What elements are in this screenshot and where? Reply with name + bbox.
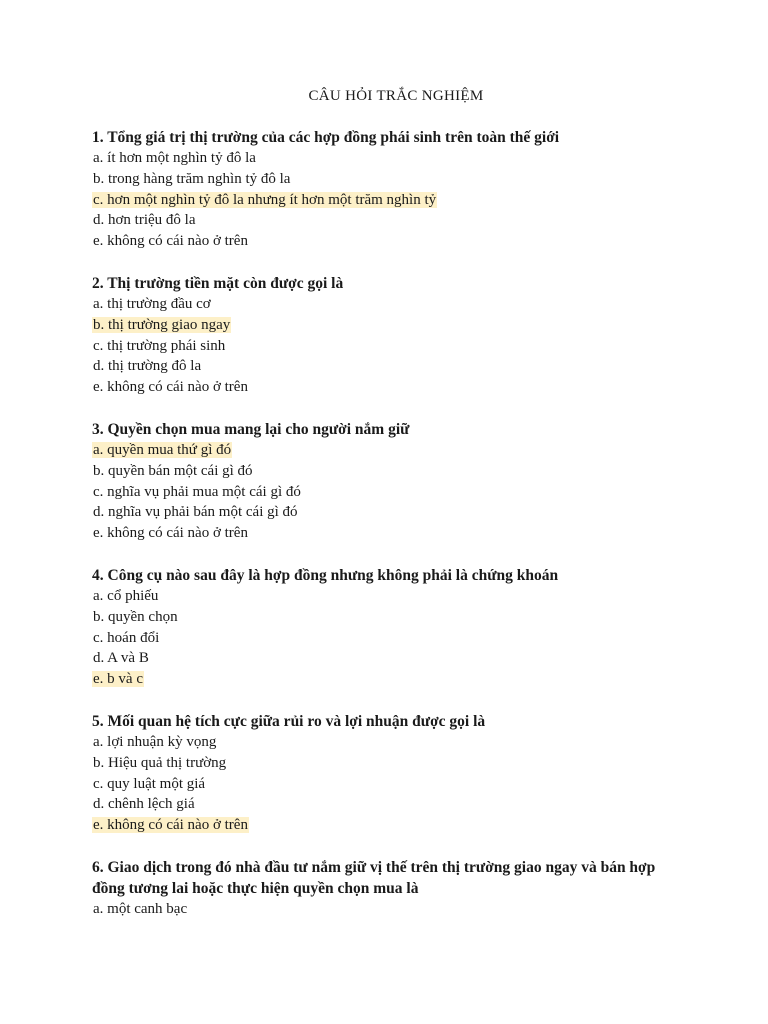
question-5 <box>92 711 692 836</box>
answer-option: e. không có cái nào ở trên <box>93 525 248 542</box>
answer-option: b. Hiệu quả thị trường <box>93 754 227 771</box>
answer-option: e. không có cái nào ở trên <box>93 233 248 250</box>
question-6 <box>92 857 692 920</box>
answer-option: d. hơn triệu đô la <box>93 212 196 229</box>
document-page <box>92 86 692 941</box>
answer-option-highlighted: e. không có cái nào ở trên <box>93 817 248 834</box>
question-text: 4. Công cụ nào sau đây là hợp đồng nhưng không phải là chứng khoán <box>92 566 559 584</box>
question-1 <box>92 127 692 252</box>
answer-option: a. lợi nhuận kỳ vọng <box>93 733 217 750</box>
answer-option-highlighted: e. b và c <box>93 671 143 688</box>
answer-option: b. quyền chọn <box>93 608 178 625</box>
answer-option: b. quyền bán một cái gì đó <box>93 462 253 479</box>
answer-option: a. thị trường đầu cơ <box>93 295 211 312</box>
answer-option: d. A và B <box>93 650 149 667</box>
document-title: CÂU HỎI TRẮC NGHIỆM <box>308 88 484 104</box>
answer-option: a. một canh bạc <box>93 900 188 917</box>
question-text: 2. Thị trường tiền mặt còn được gọi là <box>92 274 344 292</box>
question-4 <box>92 565 692 690</box>
answer-option: c. quy luật một giá <box>93 775 206 792</box>
answer-option: c. hoán đổi <box>93 629 160 646</box>
answer-option: c. thị trường phái sinh <box>93 337 226 354</box>
answer-option: d. chênh lệch giá <box>93 796 195 813</box>
question-text: 1. Tổng giá trị thị trường của các hợp đồng phái sinh trên toàn thế giới <box>92 129 560 146</box>
question-text: 3. Quyền chọn mua mang lại cho người nắm giữ <box>92 420 410 438</box>
answer-option-highlighted: c. hơn một nghìn tỷ đô la nhưng ít hơn một trăm nghìn tỷ <box>93 191 437 208</box>
question-3 <box>92 419 692 544</box>
question-2 <box>92 273 692 398</box>
answer-option: a. cổ phiếu <box>93 587 159 604</box>
answer-option: d. nghĩa vụ phải bán một cái gì đó <box>93 504 298 521</box>
answer-option: c. nghĩa vụ phải mua một cái gì đó <box>93 483 301 500</box>
question-text: 5. Mối quan hệ tích cực giữa rủi ro và lợi nhuận được gọi là <box>92 712 486 730</box>
answer-option: b. trong hàng trăm nghìn tỷ đô la <box>93 170 291 187</box>
answer-option: d. thị trường đô la <box>93 358 202 375</box>
question-text: 6. Giao dịch trong đó nhà đầu tư nắm giữ vị thế trên thị trường giao ngay và bán hợp đồng tương lai hoặc thực hiện quyền chọn mua là <box>92 858 656 897</box>
answer-option-highlighted: a. quyền mua thứ gì đó <box>93 441 232 458</box>
answer-option-highlighted: b. thị trường giao ngay <box>93 316 231 333</box>
answer-option: a. ít hơn một nghìn tỷ đô la <box>93 150 256 166</box>
answer-option: e. không có cái nào ở trên <box>93 379 248 396</box>
